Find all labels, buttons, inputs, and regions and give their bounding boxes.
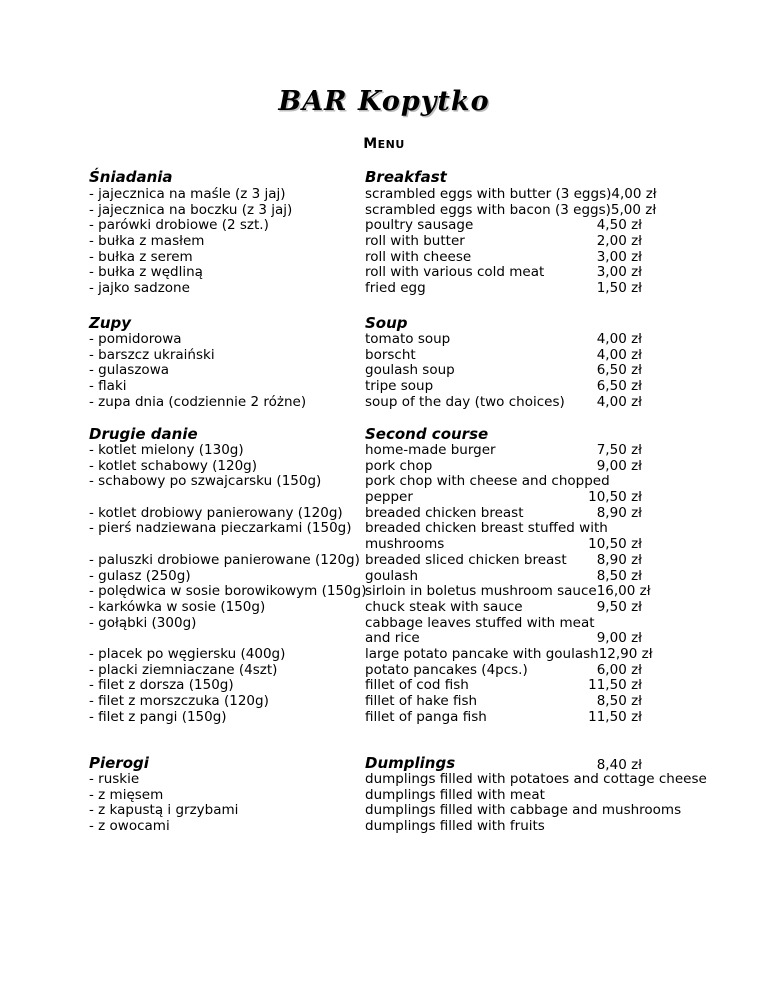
menu-item-row [365, 569, 642, 585]
menu-item: - filet z pangi (150g) [89, 708, 227, 725]
item-price: 10,50 zł [588, 489, 642, 506]
menu-item-row [365, 459, 642, 475]
item-price: 2,00 zł [596, 233, 642, 250]
item-name: potato pancakes (4pcs.) [365, 661, 528, 678]
menu-item: - gołąbki (300g) [89, 614, 197, 631]
item-price: 10,50 zł [588, 536, 642, 553]
menu-item-row [365, 678, 642, 694]
menu-item: - zupa dnia (codziennie 2 różne) [89, 393, 307, 410]
section-title-soup-pl: Zupy [89, 314, 132, 332]
menu-item-row [365, 379, 642, 395]
menu-item-row [365, 363, 642, 379]
item-name: pepper [365, 489, 413, 506]
item-name: sirloin in boletus mushroom sauce [365, 583, 597, 600]
dumplings-list-pl [89, 772, 238, 835]
menu-item-row [365, 474, 642, 490]
item-price: 16,00 zł [596, 583, 651, 600]
item-price: 1,50 zł [596, 280, 642, 297]
item-name: and rice [365, 630, 420, 647]
menu-item-row [365, 583, 651, 600]
soup-list-pl [89, 332, 306, 410]
item-price: 4,00 zł [611, 186, 657, 202]
item-price: 5,00 zł [610, 201, 657, 218]
item-price: 4,00 zł [596, 346, 642, 363]
menu-item: - z mięsem [89, 786, 164, 803]
menu-item-row [365, 600, 642, 616]
item-name: fillet of hake fish [365, 693, 478, 709]
item-name: tomato soup [365, 331, 451, 347]
item-name: roll with various cold meat [365, 264, 545, 281]
menu-item-row [365, 616, 642, 632]
item-price: 7,50 zł [596, 442, 642, 458]
item-name: poultry sausage [365, 217, 474, 234]
dumplings-price: 8,40 zł [596, 757, 642, 773]
menu-item: - schabowy po szwajcarsku (150g) [89, 473, 322, 490]
item-name: fillet of cod fish [365, 677, 469, 694]
section-title-dumplings-pl: Pierogi [89, 754, 149, 772]
item-price: 12,90 zł [598, 645, 653, 662]
dumplings-list-en [365, 772, 705, 835]
menu-item-row [365, 710, 642, 726]
item-name: chuck steak with sauce [365, 598, 523, 615]
menu-item: - pomidorowa [89, 331, 182, 347]
menu-item: - z owocami [89, 818, 170, 835]
item-price: 3,00 zł [596, 248, 642, 265]
menu-item-row [365, 265, 642, 281]
menu-item: - kotlet drobiowy panierowany (120g) [89, 504, 343, 521]
item-price: 11,50 zł [588, 677, 642, 694]
menu-item: - jajecznica na boczku (z 3 jaj) [89, 201, 293, 218]
list-spacer [89, 537, 366, 553]
menu-item: - karkówka w sosie (150g) [89, 598, 266, 615]
item-price: 4,00 zł [596, 393, 642, 410]
item-name: scrambled eggs with butter (3 eggs) [365, 186, 612, 202]
item-name: scrambled eggs with bacon (3 eggs) [365, 201, 611, 218]
menu-item: - z kapustą i grzybami [89, 802, 239, 819]
menu-item-row [365, 332, 642, 348]
item-name: soup of the day (two choices) [365, 393, 565, 410]
item-price: 8,50 zł [596, 693, 642, 709]
item-name: goulash [365, 567, 418, 584]
menu-item: - pierś nadziewana pieczarkami (150g) [89, 520, 352, 537]
item-price: 9,50 zł [596, 598, 642, 615]
menu-item-row [365, 348, 642, 364]
item-name: mushrooms [365, 536, 445, 553]
menu-item-row [365, 234, 642, 250]
list-spacer [89, 631, 366, 647]
menu-item-row [365, 553, 642, 569]
item-name: roll with butter [365, 233, 465, 250]
breakfast-list-en [365, 186, 657, 297]
menu-item: - paluszki drobiowe panierowane (120g) [89, 551, 360, 568]
menu-item: - placek po węgiersku (400g) [89, 645, 286, 662]
item-price: 8,90 zł [596, 551, 642, 568]
item-name: breaded sliced chicken breast [365, 551, 567, 568]
item-price: 6,50 zł [596, 378, 642, 395]
menu-item-row [365, 694, 642, 710]
menu-item: - bułka z masłem [89, 233, 205, 250]
breakfast-list-pl [89, 187, 292, 297]
menu-item: dumplings filled with cabbage and mushrooms [365, 802, 682, 819]
item-name: roll with cheese [365, 248, 472, 265]
item-name: pork chop with cheese and chopped [365, 473, 610, 490]
menu-item: dumplings filled with fruits [365, 818, 545, 835]
menu-item: - filet z morszczuka (120g) [89, 693, 269, 709]
section-title-second-pl: Drugie danie [89, 425, 198, 443]
item-price: 9,00 zł [596, 630, 642, 647]
item-name: fillet of panga fish [365, 708, 487, 725]
menu-item-row [365, 201, 657, 219]
item-name: breaded chicken breast [365, 504, 524, 521]
second-list-en [365, 442, 653, 725]
item-name: cabbage leaves stuffed with meat [365, 614, 595, 631]
second-list-pl [89, 443, 366, 725]
menu-item-row [365, 537, 642, 553]
item-name: large potato pancake with goulash [365, 645, 599, 662]
menu-item-row [365, 490, 642, 506]
menu-heading: MENU [363, 136, 405, 152]
item-name: tripe soup [365, 378, 434, 395]
menu-item: - gulasz (250g) [89, 567, 191, 584]
menu-item: - filet z dorsza (150g) [89, 677, 234, 694]
menu-item-row [365, 506, 642, 522]
restaurant-title: BAR Kopytko [278, 86, 490, 117]
menu-item: - placki ziemniaczane (4szt) [89, 661, 278, 678]
section-title-breakfast-en: Breakfast [365, 168, 447, 186]
item-name: fried egg [365, 280, 426, 297]
menu-item: - kotlet mielony (130g) [89, 442, 244, 458]
menu-item: - ruskie [89, 771, 140, 787]
menu-item: - bułka z wędliną [89, 264, 203, 281]
section-title-dumplings-en: Dumplings [365, 754, 456, 772]
menu-item: - barszcz ukraiński [89, 346, 215, 363]
menu-item-row [365, 218, 642, 234]
menu-item-row [365, 663, 642, 679]
menu-item-row [365, 395, 642, 411]
item-name: pork chop [365, 457, 433, 474]
soup-list-en [365, 332, 642, 410]
menu-item: - bułka z serem [89, 248, 193, 265]
menu-item-row [365, 443, 642, 459]
item-price: 3,00 zł [596, 264, 642, 281]
section-title-breakfast-pl: Śniadania [89, 168, 173, 186]
menu-item: - polędwica w sosie borowikowym (150g) [89, 583, 367, 600]
menu-item: - kotlet schabowy (120g) [89, 457, 257, 474]
item-name: breaded chicken breast stuffed with [365, 520, 608, 537]
menu-item: - gulaszowa [89, 362, 170, 379]
item-price: 4,50 zł [596, 217, 642, 234]
menu-item: dumplings filled with meat [365, 786, 545, 803]
menu-item-row [365, 186, 657, 203]
menu-item: - jajecznica na maśle (z 3 jaj) [89, 186, 286, 202]
menu-item: - parówki drobiowe (2 szt.) [89, 217, 269, 234]
section-title-soup-en: Soup [365, 314, 408, 332]
menu-item: - jajko sadzone [89, 280, 190, 297]
section-title-second-en: Second course [365, 425, 489, 443]
item-price: 6,50 zł [596, 362, 642, 379]
item-price: 8,90 zł [596, 504, 642, 521]
item-name: goulash soup [365, 362, 455, 379]
menu-item-row [365, 521, 642, 537]
item-price: 11,50 zł [588, 708, 642, 725]
item-price: 8,50 zł [596, 567, 642, 584]
item-name: home-made burger [365, 442, 496, 458]
menu-item-row [365, 645, 653, 663]
item-price: 4,00 zł [596, 331, 642, 347]
menu-item-row [365, 631, 642, 647]
menu-item-row [365, 250, 642, 266]
list-spacer [89, 490, 366, 506]
menu-item-row [365, 281, 642, 297]
menu-item: - flaki [89, 378, 127, 395]
item-name: borscht [365, 346, 416, 363]
item-price: 6,00 zł [596, 661, 642, 678]
item-price: 9,00 zł [596, 457, 642, 474]
menu-item: dumplings filled with potatoes and cottage cheese [365, 771, 707, 787]
